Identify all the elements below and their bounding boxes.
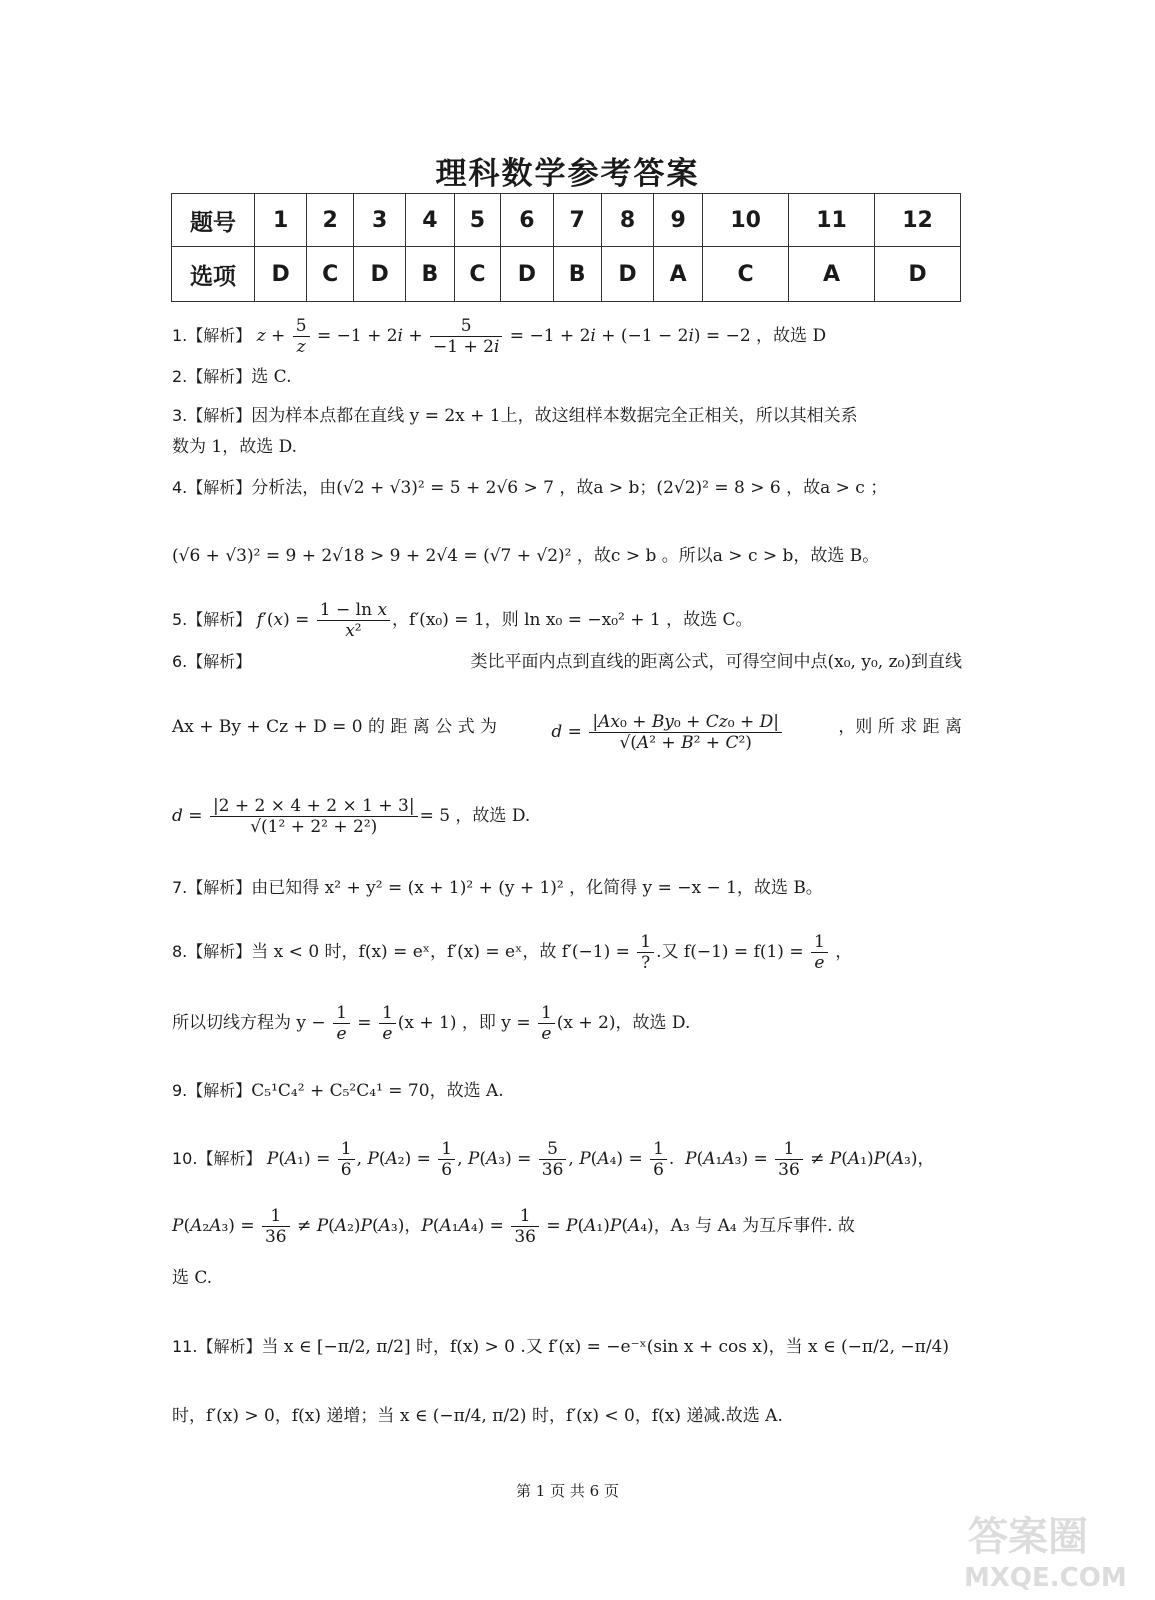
fraction: $\frac{1}{36}$ (775, 1139, 803, 1180)
fraction: $\frac{1}{e}$ (538, 1003, 555, 1044)
solution-10: 10.【解析】 P(A₁) = $\frac{1}{6}$ , P(A₂) = $\frac{1}{6}$ , P(A₃) = $\frac{5}{36}$ , P(A₄) = $\frac{1}{6}$ . P(A₁A₃) = $\frac{1}{36}$ ≠ P(A₁)P(A₃)， (172, 1139, 935, 1180)
answer-cell: D (601, 247, 653, 302)
fraction: $\frac{1}{e}$ (379, 1003, 396, 1044)
watermark-top: 答案圈 (968, 1514, 1088, 1560)
fraction: $\frac{\text{|Ax₀ + By₀ + Cz₀ + D|}}{\text{√(A² + B² + C²)}}$ (589, 712, 782, 753)
fraction: $\frac{1}{36}$ (511, 1206, 539, 1247)
solution-6-line-2: Ax + By + Cz + D = 0 的 距 离 公 式 为 d = $\frac{\text{|Ax₀ + By₀ + Cz₀ + D|}}{\text{√(A² + B² + C²)}}$ ，则 所 求 距 离 (172, 712, 962, 753)
solution-text: 类比平面内点到直线的距离公式，可得空间中点(x₀, y₀, z₀)到直线 (470, 652, 962, 672)
solution-4 (172, 473, 887, 503)
fraction: $\frac{5}{-1 + 2i}$ (430, 316, 502, 357)
solution-label: 2.【解析】 (172, 367, 252, 386)
solution-text: ，故选 D (756, 326, 827, 346)
solution-text: 所以切线方程为 y − (172, 1013, 326, 1033)
solution-11-line-2: 时，f′(x) > 0，f(x) 递增；当 x ∈ (−π/4, π/2) 时，f′(x) < 0，f(x) 递减.故选 A. (172, 1406, 783, 1426)
solution-6 (172, 647, 962, 677)
question-number: 1 (255, 194, 307, 247)
fraction: $\frac{1}{6}$ (438, 1139, 455, 1180)
question-number: 10 (703, 194, 789, 247)
solution-label: 9.【解析】 (172, 1081, 252, 1100)
fraction: $\frac{1}{6}$ (650, 1139, 667, 1180)
header-label: 题号 (172, 194, 255, 247)
solution-10-line-2: P(A₂A₃) = $\frac{1}{36}$ ≠ P(A₂)P(A₃)，P(A₁A₄) = $\frac{1}{36}$ = P(A₁)P(A₄)，A₃ 与 A₄ 为互斥事件. 故 (172, 1206, 855, 1247)
solution-text: 当 x ∈ [−π/2, π/2] 时，f(x) > 0 .又 f′(x) = −e⁻ˣ(sin x + cos x)，当 x ∈ (−π/2, −π/4) (261, 1337, 950, 1357)
solution-6-line-3: d = $\frac{|2 + 2 \times 4 + 2 \times 1 + 3|}{\text{√(1² + 2² + 2²)}}$ = 5 ，故选 D. (172, 796, 531, 837)
fraction: $\frac{1}{6}$ (338, 1139, 355, 1180)
solution-11 (172, 1332, 949, 1362)
solution-3-line-2: 数为 1，故选 D. (172, 437, 298, 457)
watermark-logo (960, 1500, 1145, 1595)
question-number: 7 (553, 194, 601, 247)
page-title: 理科数学参考答案 (435, 156, 700, 192)
solution-label: 10.【解析】 (172, 1149, 262, 1168)
question-number: 6 (501, 194, 553, 247)
solution-text: (x + 2)，故选 D. (556, 1013, 691, 1033)
solution-label: 5.【解析】 (172, 610, 252, 629)
question-number: 3 (353, 194, 405, 247)
solution-5: 5.【解析】 f′(x) = $\frac{\text{1 − ln x}}{\text{x²}}$ ，f′(x₀) = 1，则 ln x₀ = −x₀² + 1 ，故选 C。 (172, 600, 753, 641)
solution-text: 当 x < 0 时，f(x) = eˣ，f′(x) = eˣ，故 f′(−1) = (251, 942, 630, 962)
page-footer: 第 1 页 共 6 页 (516, 1482, 619, 1500)
solution-text: Ax + By + Cz + D = 0 的 距 离 公 式 为 (172, 717, 498, 737)
fraction: $\frac{1}{36}$ (262, 1206, 290, 1247)
fraction: $\frac{1}{e}$ (811, 932, 828, 973)
question-number: 2 (307, 194, 354, 247)
question-number: 9 (654, 194, 703, 247)
watermark-bottom: MXQE.COM (964, 1563, 1127, 1593)
solution-text: ，f′(x₀) = 1，则 ln x₀ = −x₀² + 1 ，故选 C。 (392, 610, 753, 630)
solution-3 (172, 401, 858, 431)
solution-label: 4.【解析】 (172, 478, 252, 497)
answer-table (171, 193, 961, 302)
fraction: $\frac{1}{?}$ (637, 932, 654, 973)
answer-cell: C (703, 247, 789, 302)
solution-text: ，A₃ 与 A₄ 为互斥事件. 故 (653, 1216, 855, 1236)
solution-text: 因为样本点都在直线 y = 2x + 1上，故这组样本数据完全正相关，所以其相关系 (251, 406, 858, 426)
answer-cell: A (654, 247, 703, 302)
solution-text: (x + 1) ，即 y = (397, 1013, 531, 1033)
solution-label: 8.【解析】 (172, 942, 252, 961)
solution-9 (172, 1076, 504, 1106)
answer-cell: C (307, 247, 354, 302)
question-number: 4 (406, 194, 454, 247)
fraction: $\frac{\text{1 − ln x}}{\text{x²}}$ (317, 600, 390, 641)
question-number: 5 (454, 194, 501, 247)
answer-cell: C (454, 247, 501, 302)
answer-cell: B (406, 247, 454, 302)
fraction: $\frac{1}{e}$ (333, 1003, 350, 1044)
solution-text: 分析法，由(√2 + √3)² = 5 + 2√6 > 7 ，故a > b；(2√2)² = 8 > 6 ，故a > c ； (251, 478, 888, 498)
solution-text: ，则 所 求 距 离 (838, 717, 962, 737)
answer-cell: D (501, 247, 553, 302)
solution-text: 选 C. (251, 367, 292, 387)
answer-cell: D (353, 247, 405, 302)
answer-cell: D (255, 247, 307, 302)
solution-1: 1.【解析】 z + $\frac{5}{z}$ = −1 + 2i + $\frac{5}{-1 + 2i}$ = −1 + 2i + (−1 − 2i) = −2 ，故选 D (172, 316, 827, 357)
solution-label: 7.【解析】 (172, 878, 252, 897)
solution-4-line-2: (√6 + √3)² = 9 + 2√18 > 9 + 2√4 = (√7 + √2)² ，故c > b 。所以a > c > b，故选 B。 (172, 546, 880, 566)
answer-cell: D (875, 247, 961, 302)
solution-label: 6.【解析】 (172, 652, 252, 671)
answer-table-answer-row (172, 247, 961, 302)
solution-label: 3.【解析】 (172, 406, 252, 425)
solution-text: .又 f(−1) = f(1) = (656, 942, 804, 962)
solution-text: = 5 ，故选 D. (419, 806, 531, 826)
question-number: 8 (601, 194, 653, 247)
solution-text: C₅¹C₄² + C₅²C₄¹ = 70，故选 A. (251, 1081, 504, 1101)
solution-label: 1.【解析】 (172, 326, 252, 345)
fraction: $\frac{5}{36}$ (539, 1139, 567, 1180)
fraction: $\frac{|2 + 2 \times 4 + 2 \times 1 + 3|}{\text{√(1² + 2² + 2²)}}$ (210, 796, 418, 837)
solution-text: 由已知得 x² + y² = (x + 1)² + (y + 1)² ，化简得 y = −x − 1，故选 B。 (251, 878, 823, 898)
solution-2 (172, 362, 292, 392)
answer-cell: A (789, 247, 875, 302)
solution-10-line-3: 选 C. (172, 1268, 213, 1288)
answer-cell: B (553, 247, 601, 302)
fraction: $\frac{5}{z}$ (293, 316, 310, 357)
solution-label: 11.【解析】 (172, 1337, 262, 1356)
solution-8: 8.【解析】当 x < 0 时，f(x) = eˣ，f′(x) = eˣ，故 f′(−1) = $\frac{1}{?}$ .又 f(−1) = f(1) = $\frac{1}{e}$ ， (172, 932, 853, 973)
solution-7 (172, 873, 823, 903)
answer-table-header-row (172, 194, 961, 247)
answer-label: 选项 (172, 247, 255, 302)
solution-8-line-2: 所以切线方程为 y − $\frac{1}{e}$ = $\frac{1}{e}$ (x + 1) ，即 y = $\frac{1}{e}$ (x + 2)，故选 D. (172, 1003, 691, 1044)
question-number: 11 (789, 194, 875, 247)
question-number: 12 (875, 194, 961, 247)
